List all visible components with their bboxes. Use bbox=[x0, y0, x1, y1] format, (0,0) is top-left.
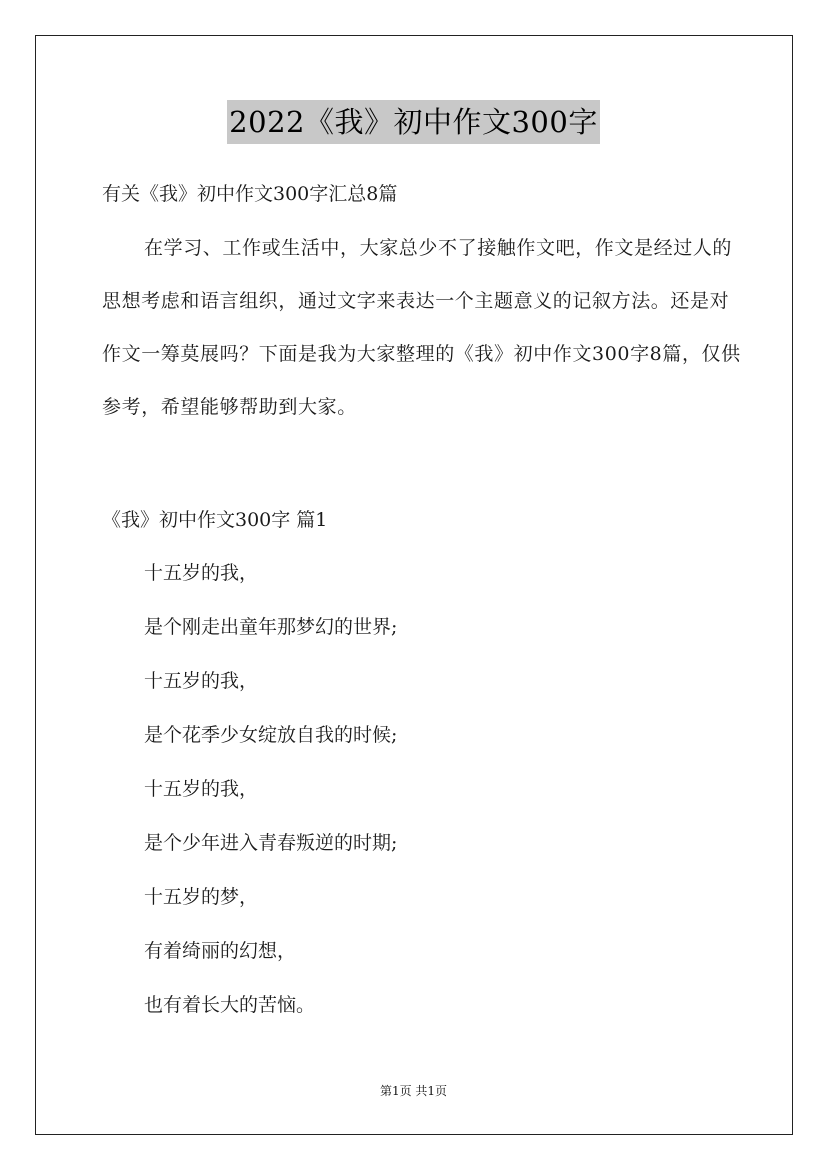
title-container bbox=[0, 100, 827, 144]
intro-paragraph: 在学习、工作或生活中，大家总少不了接触作文吧，作文是经过人的思想考虑和语言组织，通过文字来表达一个主题意义的记叙方法。还是对作文一筹莫展吗？下面是我为大家整理的《我》初中作文300字8篇，仅供参考，希望能够帮助到大家。 bbox=[102, 237, 741, 418]
page-number-footer: 第1页 共1页 bbox=[379, 1084, 448, 1098]
poem-line: 十五岁的我， bbox=[144, 778, 259, 800]
poem-line: 十五岁的我， bbox=[144, 670, 259, 692]
document-title: 2022《我》初中作文300字 bbox=[227, 100, 600, 144]
poem-line: 是个花季少女绽放自我的时候; bbox=[144, 724, 398, 746]
document-subtitle: 有关《我》初中作文300字汇总8篇 bbox=[102, 183, 398, 205]
section-heading: 《我》初中作文300字 篇1 bbox=[102, 509, 328, 531]
poem-line: 十五岁的梦， bbox=[144, 886, 259, 908]
poem-line: 十五岁的我， bbox=[144, 562, 259, 584]
poem-line: 有着绮丽的幻想， bbox=[144, 940, 297, 962]
poem-line: 是个少年进入青春叛逆的时期; bbox=[144, 832, 398, 854]
poem-line: 是个刚走出童年那梦幻的世界; bbox=[144, 616, 398, 638]
poem-line: 也有着长大的苦恼。 bbox=[144, 994, 316, 1016]
